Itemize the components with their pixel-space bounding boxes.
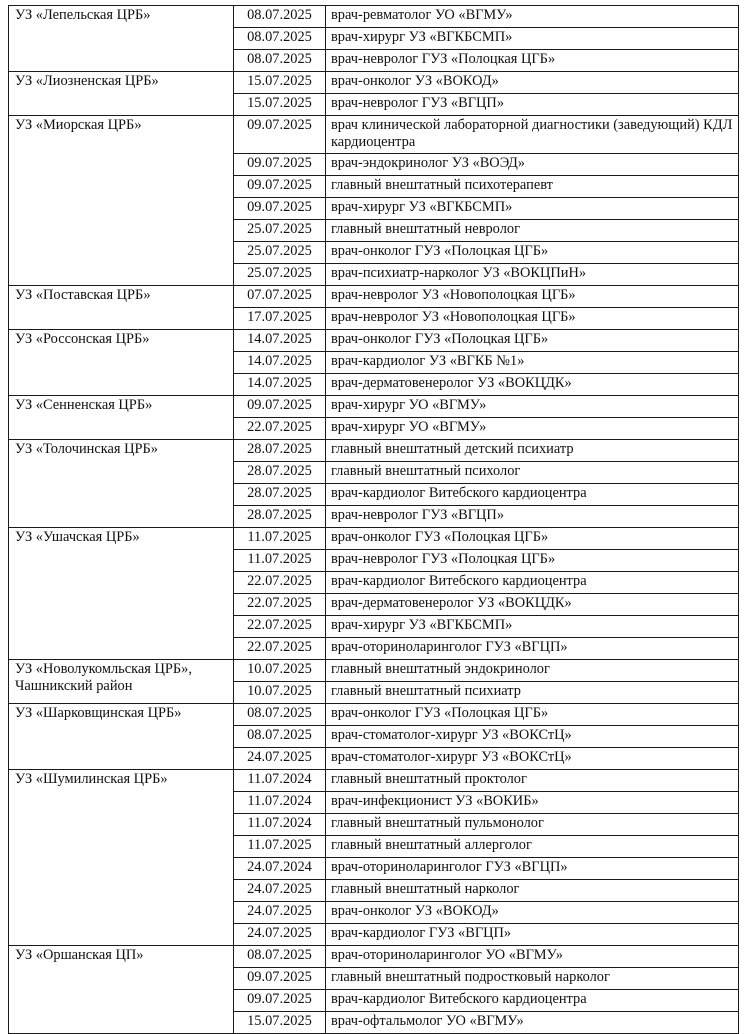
specialist-cell: главный внештатный детский психиатр — [326, 440, 739, 462]
table-row — [9, 946, 739, 968]
specialist-cell: главный внештатный психолог — [326, 462, 739, 484]
table-row — [9, 286, 739, 308]
specialist-cell: врач-невролог ГУЗ «ВГЦП» — [326, 506, 739, 528]
specialist-cell: главный внештатный аллерголог — [326, 836, 739, 858]
schedule-body — [9, 6, 739, 1034]
date-cell: 09.07.2025 — [234, 990, 326, 1012]
date-cell: 24.07.2025 — [234, 880, 326, 902]
date-cell: 25.07.2025 — [234, 220, 326, 242]
institution-cell: УЗ «Толочинская ЦРБ» — [9, 440, 234, 528]
date-cell: 09.07.2025 — [234, 968, 326, 990]
specialist-cell: врач-хирург УО «ВГМУ» — [326, 396, 739, 418]
date-cell: 28.07.2025 — [234, 462, 326, 484]
institution-cell: УЗ «Сенненская ЦРБ» — [9, 396, 234, 440]
table-row — [9, 660, 739, 682]
date-cell: 24.07.2025 — [234, 902, 326, 924]
institution-cell: УЗ «Оршанская ЦП» — [9, 946, 234, 1034]
specialist-cell: главный внештатный проктолог — [326, 770, 739, 792]
table-row — [9, 116, 739, 154]
date-cell: 15.07.2025 — [234, 72, 326, 94]
date-cell: 07.07.2025 — [234, 286, 326, 308]
date-cell: 24.07.2025 — [234, 924, 326, 946]
specialist-cell: врач-онколог ГУЗ «Полоцкая ЦГБ» — [326, 242, 739, 264]
specialist-cell: врач-оториноларинголог ГУЗ «ВГЦП» — [326, 638, 739, 660]
specialist-cell: врач-оториноларинголог ГУЗ «ВГЦП» — [326, 858, 739, 880]
date-cell: 09.07.2025 — [234, 396, 326, 418]
institution-cell: УЗ «Поставская ЦРБ» — [9, 286, 234, 330]
specialist-cell: врач-оториноларинголог УО «ВГМУ» — [326, 946, 739, 968]
date-cell: 11.07.2024 — [234, 770, 326, 792]
date-cell: 15.07.2025 — [234, 1012, 326, 1034]
institution-cell: УЗ «Россонская ЦРБ» — [9, 330, 234, 396]
date-cell: 08.07.2025 — [234, 28, 326, 50]
date-cell: 22.07.2025 — [234, 418, 326, 440]
specialist-cell: врач-невролог УЗ «Новополоцкая ЦГБ» — [326, 286, 739, 308]
specialist-cell: врач клинической лабораторной диагностики (заведующий) КДЛ кардиоцентра — [326, 116, 739, 154]
specialist-cell: врач-онколог ГУЗ «Полоцкая ЦГБ» — [326, 704, 739, 726]
date-cell: 28.07.2025 — [234, 506, 326, 528]
date-cell: 08.07.2025 — [234, 726, 326, 748]
specialist-cell: врач-онколог ГУЗ «Полоцкая ЦГБ» — [326, 330, 739, 352]
table-row — [9, 440, 739, 462]
specialist-cell: врач-невролог ГУЗ «Полоцкая ЦГБ» — [326, 550, 739, 572]
table-row — [9, 528, 739, 550]
date-cell: 08.07.2025 — [234, 704, 326, 726]
specialist-cell: врач-невролог ГУЗ «ВГЦП» — [326, 94, 739, 116]
specialist-cell: врач-офтальмолог УО «ВГМУ» — [326, 1012, 739, 1034]
specialist-cell: врач-кардиолог Витебского кардиоцентра — [326, 484, 739, 506]
specialist-cell: врач-стоматолог-хирург УЗ «ВОКСтЦ» — [326, 726, 739, 748]
specialist-cell: врач-дерматовенеролог УЗ «ВОКЦДК» — [326, 594, 739, 616]
specialist-cell: главный внештатный подростковый нарколог — [326, 968, 739, 990]
date-cell: 28.07.2025 — [234, 440, 326, 462]
specialist-cell: главный внештатный нарколог — [326, 880, 739, 902]
specialist-cell: врач-хирург УЗ «ВГКБСМП» — [326, 28, 739, 50]
date-cell: 14.07.2025 — [234, 352, 326, 374]
specialist-cell: врач-стоматолог-хирург УЗ «ВОКСтЦ» — [326, 748, 739, 770]
date-cell: 14.07.2025 — [234, 374, 326, 396]
date-cell: 09.07.2025 — [234, 198, 326, 220]
specialist-cell: врач-кардиолог ГУЗ «ВГЦП» — [326, 924, 739, 946]
specialist-cell: врач-онколог УЗ «ВОКОД» — [326, 902, 739, 924]
date-cell: 17.07.2025 — [234, 308, 326, 330]
date-cell: 11.07.2025 — [234, 550, 326, 572]
date-cell: 11.07.2024 — [234, 814, 326, 836]
specialist-cell: врач-хирург УЗ «ВГКБСМП» — [326, 198, 739, 220]
institution-cell: УЗ «Ушачская ЦРБ» — [9, 528, 234, 660]
specialist-cell: врач-кардиолог Витебского кардиоцентра — [326, 990, 739, 1012]
specialist-cell: главный внештатный психиатр — [326, 682, 739, 704]
date-cell: 10.07.2025 — [234, 660, 326, 682]
date-cell: 25.07.2025 — [234, 242, 326, 264]
institution-cell: УЗ «Шарковщинская ЦРБ» — [9, 704, 234, 770]
specialist-cell: врач-невролог ГУЗ «Полоцкая ЦГБ» — [326, 50, 739, 72]
table-row — [9, 330, 739, 352]
date-cell: 11.07.2025 — [234, 836, 326, 858]
table-row — [9, 72, 739, 94]
date-cell: 09.07.2025 — [234, 116, 326, 154]
institution-cell: УЗ «Миорская ЦРБ» — [9, 116, 234, 286]
date-cell: 08.07.2025 — [234, 50, 326, 72]
institution-cell: УЗ «Новолукомльская ЦРБ», Чашникский район — [9, 660, 234, 704]
date-cell: 24.07.2025 — [234, 748, 326, 770]
date-cell: 24.07.2024 — [234, 858, 326, 880]
specialist-cell: врач-онколог УЗ «ВОКОД» — [326, 72, 739, 94]
specialist-cell: врач-психиатр-нарколог УЗ «ВОКЦПиН» — [326, 264, 739, 286]
date-cell: 09.07.2025 — [234, 176, 326, 198]
specialist-cell: главный внештатный невролог — [326, 220, 739, 242]
date-cell: 22.07.2025 — [234, 638, 326, 660]
specialist-cell: врач-невролог УЗ «Новополоцкая ЦГБ» — [326, 308, 739, 330]
specialist-cell: врач-инфекционист УЗ «ВОКИБ» — [326, 792, 739, 814]
institution-cell: УЗ «Лиозненская ЦРБ» — [9, 72, 234, 116]
specialist-cell: главный внештатный эндокринолог — [326, 660, 739, 682]
date-cell: 09.07.2025 — [234, 154, 326, 176]
specialist-cell: главный внештатный психотерапевт — [326, 176, 739, 198]
table-row — [9, 6, 739, 28]
specialist-cell: врач-ревматолог УО «ВГМУ» — [326, 6, 739, 28]
date-cell: 11.07.2025 — [234, 528, 326, 550]
specialist-cell: врач-хирург УО «ВГМУ» — [326, 418, 739, 440]
date-cell: 08.07.2025 — [234, 6, 326, 28]
specialist-cell: главный внештатный пульмонолог — [326, 814, 739, 836]
consultation-schedule-table — [8, 5, 739, 1034]
date-cell: 15.07.2025 — [234, 94, 326, 116]
institution-cell: УЗ «Шумилинская ЦРБ» — [9, 770, 234, 946]
date-cell: 22.07.2025 — [234, 572, 326, 594]
specialist-cell: врач-дерматовенеролог УЗ «ВОКЦДК» — [326, 374, 739, 396]
date-cell: 08.07.2025 — [234, 946, 326, 968]
specialist-cell: врач-кардиолог Витебского кардиоцентра — [326, 572, 739, 594]
date-cell: 22.07.2025 — [234, 594, 326, 616]
table-row — [9, 704, 739, 726]
date-cell: 28.07.2025 — [234, 484, 326, 506]
specialist-cell: врач-хирург УЗ «ВГКБСМП» — [326, 616, 739, 638]
table-row — [9, 396, 739, 418]
date-cell: 11.07.2024 — [234, 792, 326, 814]
table-row — [9, 770, 739, 792]
specialist-cell: врач-кардиолог УЗ «ВГКБ №1» — [326, 352, 739, 374]
specialist-cell: врач-онколог ГУЗ «Полоцкая ЦГБ» — [326, 528, 739, 550]
institution-cell: УЗ «Лепельская ЦРБ» — [9, 6, 234, 72]
date-cell: 22.07.2025 — [234, 616, 326, 638]
date-cell: 10.07.2025 — [234, 682, 326, 704]
specialist-cell: врач-эндокринолог УЗ «ВОЭД» — [326, 154, 739, 176]
date-cell: 25.07.2025 — [234, 264, 326, 286]
date-cell: 14.07.2025 — [234, 330, 326, 352]
